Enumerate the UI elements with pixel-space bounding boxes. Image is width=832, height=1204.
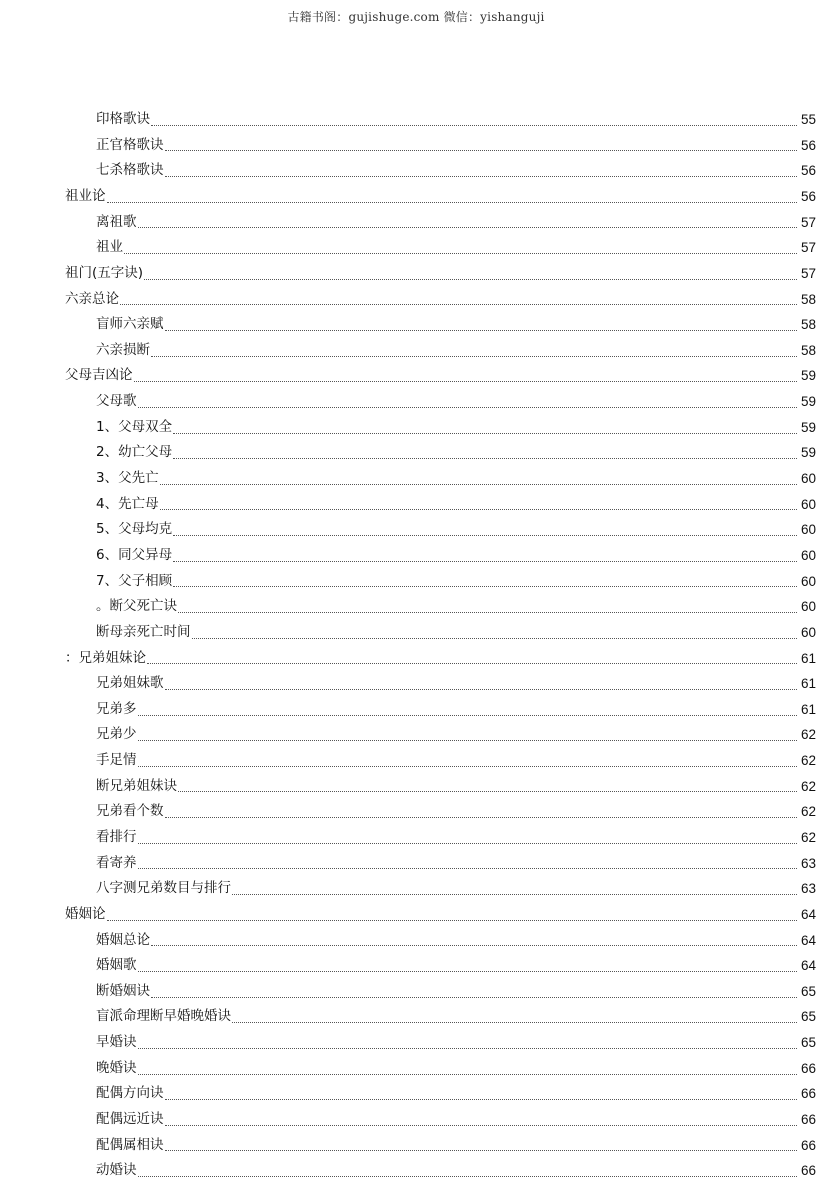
toc-dot-leader [192, 637, 798, 639]
toc-page-number: 58 [800, 291, 816, 307]
toc-entry-title: 父母吉凶论 [65, 367, 133, 384]
toc-entry-title: 祖业论 [65, 187, 106, 204]
toc-entry-title: 断母亲死亡时间 [96, 623, 191, 640]
toc-subsection-entry[interactable] [0, 774, 832, 800]
toc-dot-leader [134, 380, 798, 382]
toc-page-number: 56 [800, 137, 816, 153]
toc-page-number: 66 [800, 1086, 816, 1102]
toc-subsection-entry[interactable] [0, 748, 832, 774]
toc-entry-title: 离祖歌 [96, 213, 137, 230]
toc-dot-leader [173, 457, 797, 459]
toc-dot-leader [120, 303, 797, 305]
toc-subsection-entry[interactable] [0, 671, 832, 697]
toc-page-number: 65 [800, 1035, 816, 1051]
toc-dot-leader [138, 406, 798, 408]
toc-entry-title: 3、父先亡 [96, 470, 159, 487]
toc-subsection-entry[interactable] [0, 1158, 832, 1184]
toc-subsection-entry[interactable] [0, 697, 832, 723]
toc-dot-leader [165, 175, 798, 177]
toc-entry-title: 配偶远近诀 [96, 1111, 164, 1128]
toc-dot-leader [160, 483, 797, 485]
toc-entry-title: 动婚诀 [96, 1162, 137, 1179]
toc-page-number: 65 [800, 1009, 816, 1025]
toc-entry-title: 婚姻论 [65, 905, 106, 922]
toc-dot-leader [160, 508, 797, 510]
toc-dot-leader [138, 867, 798, 869]
toc-dot-leader [138, 1047, 798, 1049]
toc-page-number: 55 [800, 112, 816, 128]
toc-page-number: 61 [800, 650, 816, 666]
toc-subsection-entry[interactable] [0, 876, 832, 902]
toc-dot-leader [151, 996, 797, 998]
toc-dot-leader [138, 970, 798, 972]
toc-dot-leader [138, 1073, 798, 1075]
toc-page-number: 64 [800, 958, 816, 974]
toc-entry-title: 晚婚诀 [96, 1059, 137, 1076]
table-of-contents [0, 107, 832, 1184]
toc-entry-title: 父母歌 [96, 393, 137, 410]
toc-page-number: 60 [800, 599, 816, 615]
toc-entry-title: 盲师六亲赋 [96, 316, 164, 333]
toc-subsection-entry[interactable] [0, 466, 832, 492]
toc-subsection-entry[interactable] [0, 799, 832, 825]
toc-dot-leader [173, 534, 797, 536]
toc-subsection-entry[interactable] [0, 492, 832, 518]
toc-entry-title: 配偶属相诀 [96, 1136, 164, 1153]
toc-page-number: 59 [800, 394, 816, 410]
toc-page-number: 60 [800, 522, 816, 538]
toc-dot-leader [151, 355, 797, 357]
toc-entry-title: 配偶方向诀 [96, 1085, 164, 1102]
toc-entry-title: ：兄弟姐妹论 [65, 649, 146, 666]
toc-entry-title: 断兄弟姐妹诀 [96, 777, 177, 794]
toc-entry-title: 断婚姻诀 [96, 982, 150, 999]
toc-entry-title: 2、幼亡父母 [96, 444, 173, 461]
toc-page-number: 62 [800, 753, 816, 769]
toc-section-entry[interactable] [0, 363, 832, 389]
toc-page-number: 62 [800, 804, 816, 820]
toc-page-number: 60 [800, 547, 816, 563]
toc-subsection-entry[interactable] [0, 1107, 832, 1133]
toc-subsection-entry[interactable] [0, 620, 832, 646]
toc-dot-leader [138, 739, 798, 741]
toc-entry-title: 正官格歌诀 [96, 136, 164, 153]
toc-page-number: 65 [800, 983, 816, 999]
toc-subsection-entry[interactable] [0, 1133, 832, 1159]
toc-section-entry[interactable] [0, 184, 832, 210]
toc-page-number: 60 [800, 624, 816, 640]
toc-section-entry[interactable] [0, 645, 832, 671]
toc-page-number: 66 [800, 1060, 816, 1076]
toc-page-number: 64 [800, 906, 816, 922]
toc-entry-title: 6、同父异母 [96, 546, 173, 563]
toc-subsection-entry[interactable] [0, 1081, 832, 1107]
toc-section-entry[interactable] [0, 286, 832, 312]
toc-subsection-entry[interactable] [0, 517, 832, 543]
toc-entry-title: 兄弟看个数 [96, 803, 164, 820]
toc-entry-title: 祖业 [96, 239, 123, 256]
toc-dot-leader [173, 560, 797, 562]
toc-page-number: 60 [800, 471, 816, 487]
toc-page-number: 61 [800, 676, 816, 692]
toc-entry-title: 1、父母双全 [96, 418, 173, 435]
toc-dot-leader [107, 201, 798, 203]
toc-page-number: 63 [800, 881, 816, 897]
toc-entry-title: 祖门(五字诀) [65, 264, 144, 281]
toc-entry-title: 兄弟多 [96, 700, 137, 717]
toc-page-number: 62 [800, 778, 816, 794]
toc-page-number: 59 [800, 419, 816, 435]
toc-entry-title: 看寄养 [96, 854, 137, 871]
toc-page-number: 59 [800, 445, 816, 461]
toc-page-number: 57 [800, 214, 816, 230]
toc-subsection-entry[interactable] [0, 338, 832, 364]
toc-subsection-entry[interactable] [0, 158, 832, 184]
toc-page-number: 62 [800, 727, 816, 743]
toc-section-entry[interactable] [0, 261, 832, 287]
toc-page-number: 66 [800, 1137, 816, 1153]
toc-page-number: 66 [800, 1163, 816, 1179]
toc-entry-title: 婚姻歌 [96, 957, 137, 974]
toc-entry-title: 早婚诀 [96, 1034, 137, 1051]
page-header: 古籍书阁：gujishuge.com 微信：yishanguji [287, 10, 545, 24]
toc-subsection-entry[interactable] [0, 569, 832, 595]
toc-dot-leader [138, 765, 798, 767]
toc-page-number: 56 [800, 163, 816, 179]
toc-entry-title: 兄弟姐妹歌 [96, 675, 164, 692]
toc-entry-title: 7、父子相顾 [96, 572, 173, 589]
toc-page-number: 66 [800, 1112, 816, 1128]
toc-page-number: 60 [800, 573, 816, 589]
toc-dot-leader [107, 919, 798, 921]
toc-subsection-entry[interactable] [0, 210, 832, 236]
toc-page-number: 60 [800, 496, 816, 512]
toc-entry-title: 八字测兄弟数目与排行 [96, 880, 231, 897]
toc-dot-leader [178, 611, 797, 613]
toc-dot-leader [124, 252, 797, 254]
toc-entry-title: 看排行 [96, 829, 137, 845]
toc-subsection-entry[interactable] [0, 1030, 832, 1056]
toc-page-number: 57 [800, 265, 816, 281]
toc-dot-leader [138, 1175, 798, 1177]
toc-entry-title: 六亲损断 [96, 341, 150, 358]
toc-dot-leader [138, 842, 798, 844]
toc-subsection-entry[interactable] [0, 415, 832, 441]
toc-page-number: 63 [800, 855, 816, 871]
toc-entry-title: 。断父死亡诀 [96, 598, 177, 615]
toc-page-number: 57 [800, 240, 816, 256]
toc-page-number: 61 [800, 701, 816, 717]
toc-dot-leader [165, 1149, 798, 1151]
toc-dot-leader [165, 1124, 798, 1126]
toc-entry-title: 印格歌诀 [96, 111, 150, 128]
toc-dot-leader [151, 124, 797, 126]
toc-entry-title: 六亲总论 [65, 290, 119, 307]
toc-dot-leader [138, 714, 798, 716]
toc-dot-leader [165, 816, 798, 818]
toc-subsection-entry[interactable] [0, 594, 832, 620]
toc-subsection-entry[interactable] [0, 722, 832, 748]
toc-subsection-entry[interactable] [0, 133, 832, 159]
toc-dot-leader [144, 278, 797, 280]
toc-page-number: 58 [800, 342, 816, 358]
toc-entry-title: 兄弟少 [96, 726, 137, 743]
toc-entry-title: 手足情 [96, 752, 137, 769]
toc-dot-leader [165, 1098, 798, 1100]
toc-dot-leader [173, 432, 797, 434]
toc-dot-leader [165, 329, 798, 331]
toc-subsection-entry[interactable] [0, 1004, 832, 1030]
toc-dot-leader [151, 944, 797, 946]
toc-subsection-entry[interactable] [0, 825, 832, 851]
toc-dot-leader [232, 1021, 797, 1023]
toc-entry-title: 盲派命理断早婚晚婚诀 [96, 1008, 231, 1025]
toc-dot-leader [147, 662, 797, 664]
toc-dot-leader [165, 149, 798, 151]
toc-entry-title: 5、父母均克 [96, 521, 173, 538]
toc-subsection-entry[interactable] [0, 312, 832, 338]
toc-subsection-entry[interactable] [0, 851, 832, 877]
toc-page-number: 62 [800, 830, 816, 845]
toc-subsection-entry[interactable] [0, 1056, 832, 1082]
toc-subsection-entry[interactable] [0, 440, 832, 466]
toc-dot-leader [138, 226, 798, 228]
toc-subsection-entry[interactable] [0, 107, 832, 133]
toc-subsection-entry[interactable] [0, 389, 832, 415]
toc-dot-leader [173, 585, 797, 587]
toc-subsection-entry[interactable] [0, 953, 832, 979]
toc-page-number: 58 [800, 317, 816, 333]
toc-dot-leader [178, 790, 797, 792]
toc-entry-title: 婚姻总论 [96, 931, 150, 948]
toc-section-entry[interactable] [0, 902, 832, 928]
toc-entry-title: 4、先亡母 [96, 495, 159, 512]
toc-dot-leader [232, 893, 797, 895]
toc-dot-leader [165, 688, 798, 690]
toc-page-number: 56 [800, 188, 816, 204]
toc-page-number: 64 [800, 932, 816, 948]
toc-subsection-entry[interactable] [0, 543, 832, 569]
toc-entry-title: 七杀格歌诀 [96, 162, 164, 179]
toc-subsection-entry[interactable] [0, 928, 832, 954]
toc-subsection-entry[interactable] [0, 979, 832, 1005]
toc-page-number: 59 [800, 368, 816, 384]
toc-subsection-entry[interactable] [0, 235, 832, 261]
